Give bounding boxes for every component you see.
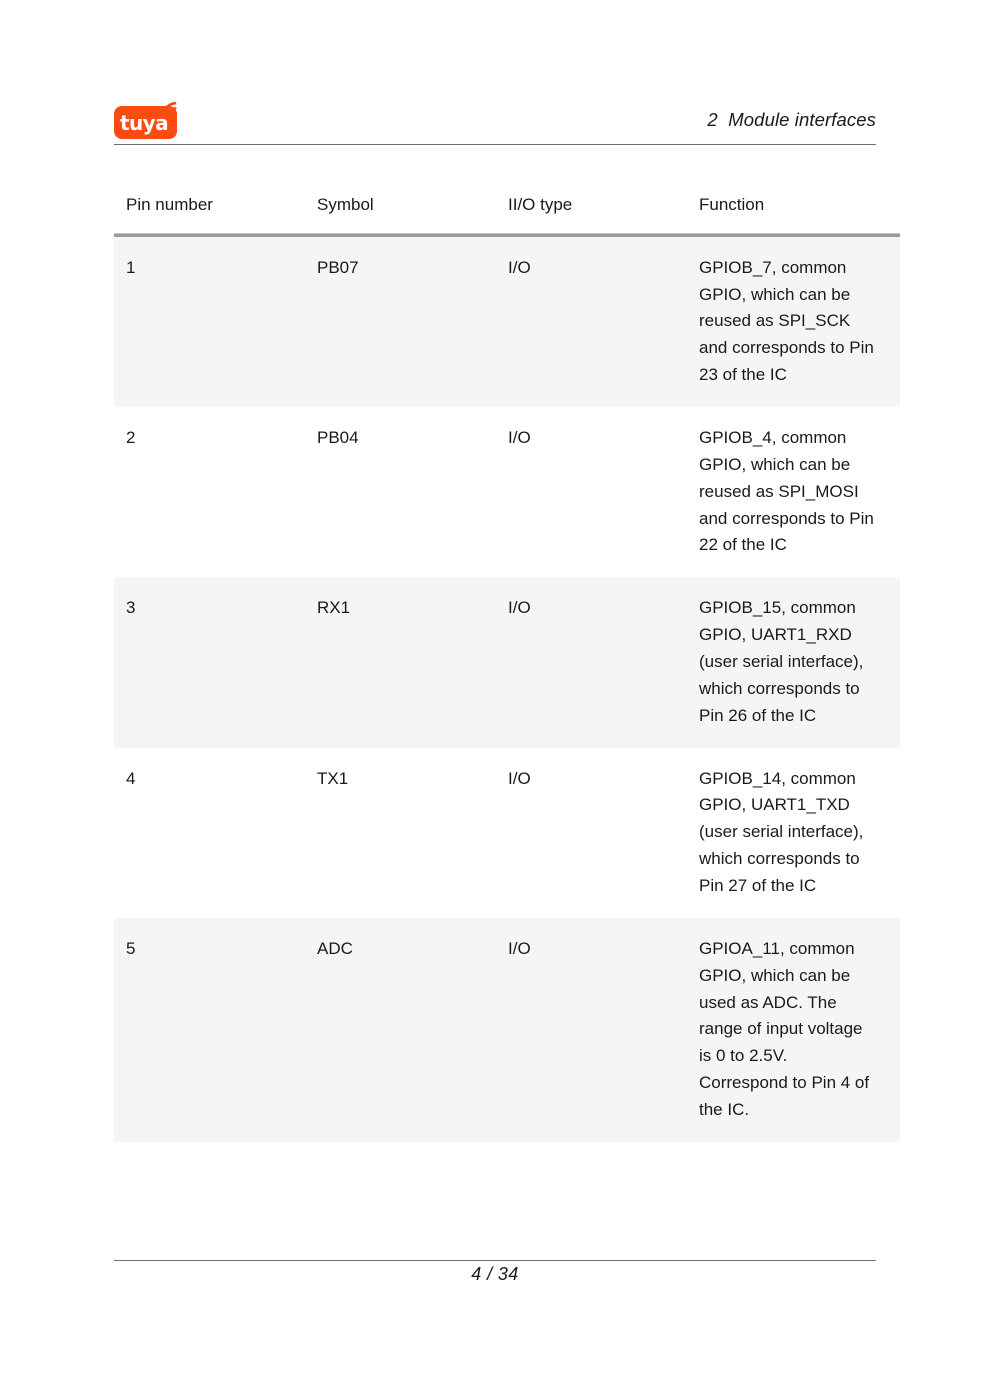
- table-row: [114, 407, 900, 577]
- cell-function: [699, 577, 900, 747]
- column-header-io-type: II/O type: [508, 176, 699, 233]
- table-row: [114, 918, 900, 1142]
- cell-pin-number: 2: [126, 427, 136, 447]
- cell-symbol: PB07: [317, 237, 508, 407]
- document-header: [114, 96, 876, 144]
- cell-function: [699, 748, 900, 918]
- cell-function-text: GPIOB_14, common GPIO, UART1_TXD (user serial interface), which corresponds to Pin 27 of the IC: [699, 768, 864, 895]
- table-header-row: [114, 176, 900, 233]
- wifi-signal-icon: [160, 101, 179, 118]
- column-header-function: Function: [699, 176, 900, 233]
- cell-io-type: I/O: [508, 577, 699, 747]
- cell-io-type: I/O: [508, 237, 699, 407]
- tuya-logo: [114, 101, 182, 139]
- cell-io-type: I/O: [508, 768, 531, 788]
- cell-function: [699, 918, 900, 1142]
- cell-symbol: RX1: [317, 577, 508, 747]
- cell-io-type: I/O: [508, 427, 531, 447]
- table-row: [114, 748, 900, 918]
- table-body: [114, 237, 900, 1142]
- pin-definition-table: [114, 176, 900, 1142]
- table-row: [114, 577, 900, 747]
- cell-symbol: TX1: [317, 768, 349, 788]
- section-title: 2 Module interfaces: [707, 109, 876, 130]
- cell-function-text: GPIOB_4, common GPIO, which can be reused as SPI_MOSI and corresponds to Pin 22 of the IC: [699, 427, 874, 555]
- page-number: 4 / 34: [471, 1264, 519, 1284]
- cell-io-type: I/O: [508, 918, 699, 1142]
- cell-pin-number: 1: [114, 237, 317, 407]
- cell-symbol: ADC: [317, 918, 508, 1142]
- footer-divider: [114, 1260, 876, 1261]
- table-row: [114, 237, 900, 407]
- cell-function-text: GPIOB_15, common GPIO, UART1_RXD (user serial interface), which corresponds to Pin 26 of the IC: [699, 598, 864, 725]
- cell-pin-number: 3: [114, 577, 317, 747]
- logo-wordmark: tuya: [120, 110, 168, 135]
- column-header-pin-number: Pin number: [114, 176, 317, 233]
- header-divider: [114, 144, 876, 145]
- column-header-symbol: Symbol: [317, 176, 508, 233]
- cell-symbol: PB04: [317, 427, 359, 447]
- cell-pin-number: 4: [126, 768, 136, 788]
- cell-function: [699, 237, 900, 407]
- cell-pin-number: 5: [114, 918, 317, 1142]
- cell-function-text: GPIOB_7, common GPIO, which can be reused as SPI_SCK and corresponds to Pin 23 of the IC: [699, 257, 874, 385]
- cell-function-text: GPIOA_11, common GPIO, which can be used as ADC. The range of input voltage is 0 to 2.5V. Correspond to Pin 4 of the IC.: [699, 938, 870, 1119]
- cell-function: [699, 407, 900, 577]
